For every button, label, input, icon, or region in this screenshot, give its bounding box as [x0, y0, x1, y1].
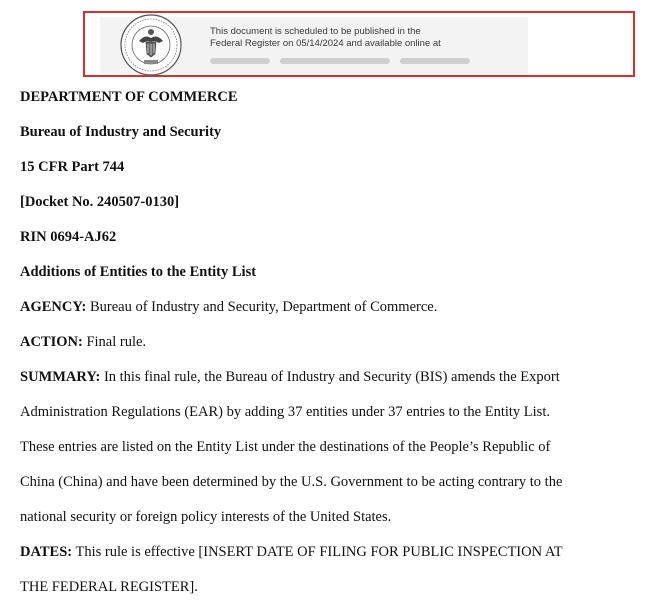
summary-label: SUMMARY: — [20, 369, 101, 385]
document-body — [20, 80, 630, 605]
action-text: Final rule. — [82, 334, 147, 350]
notice-text — [210, 26, 500, 50]
department-heading: DEPARTMENT OF COMMERCE — [20, 89, 238, 105]
archives-seal-icon — [113, 14, 189, 76]
summary-line: Administration Regulations (EAR) by adding 37 entities under 37 entries to the Entity List. — [20, 404, 550, 420]
notice-line-2: Federal Register on 05/14/2024 and available online at — [210, 38, 441, 49]
action-label: ACTION: — [20, 334, 83, 350]
dates-line: This rule is effective [INSERT DATE OF FILING FOR PUBLIC INSPECTION AT — [72, 544, 563, 560]
summary-line: national security or foreign policy interests of the United States. — [20, 509, 392, 525]
summary-line: These entries are listed on the Entity List under the destinations of the People’s Republic of — [20, 439, 551, 455]
dates-section — [20, 535, 630, 605]
bureau-heading: Bureau of Industry and Security — [20, 124, 222, 140]
dates-label: DATES: — [20, 544, 73, 560]
summary-line: In this final rule, the Bureau of Industry and Security (BIS) amends the Export — [100, 369, 560, 385]
action-section — [20, 325, 630, 360]
dates-line: THE FEDERAL REGISTER]. — [20, 579, 198, 595]
cfr-part: 15 CFR Part 744 — [20, 159, 125, 175]
agency-text: Bureau of Industry and Security, Department of Commerce. — [86, 299, 438, 315]
redacted-url — [210, 54, 510, 66]
summary-section — [20, 360, 630, 535]
rin-number: RIN 0694-AJ62 — [20, 229, 117, 245]
rule-title: Additions of Entities to the Entity List — [20, 264, 257, 280]
agency-section — [20, 290, 630, 325]
summary-line: China (China) and have been determined by the U.S. Government to be acting contrary to the — [20, 474, 563, 490]
notice-line-1: This document is scheduled to be published in the — [210, 26, 421, 37]
agency-label: AGENCY: — [20, 299, 87, 315]
publication-notice-banner — [83, 11, 635, 77]
docket-number: [Docket No. 240507-0130] — [20, 194, 180, 210]
